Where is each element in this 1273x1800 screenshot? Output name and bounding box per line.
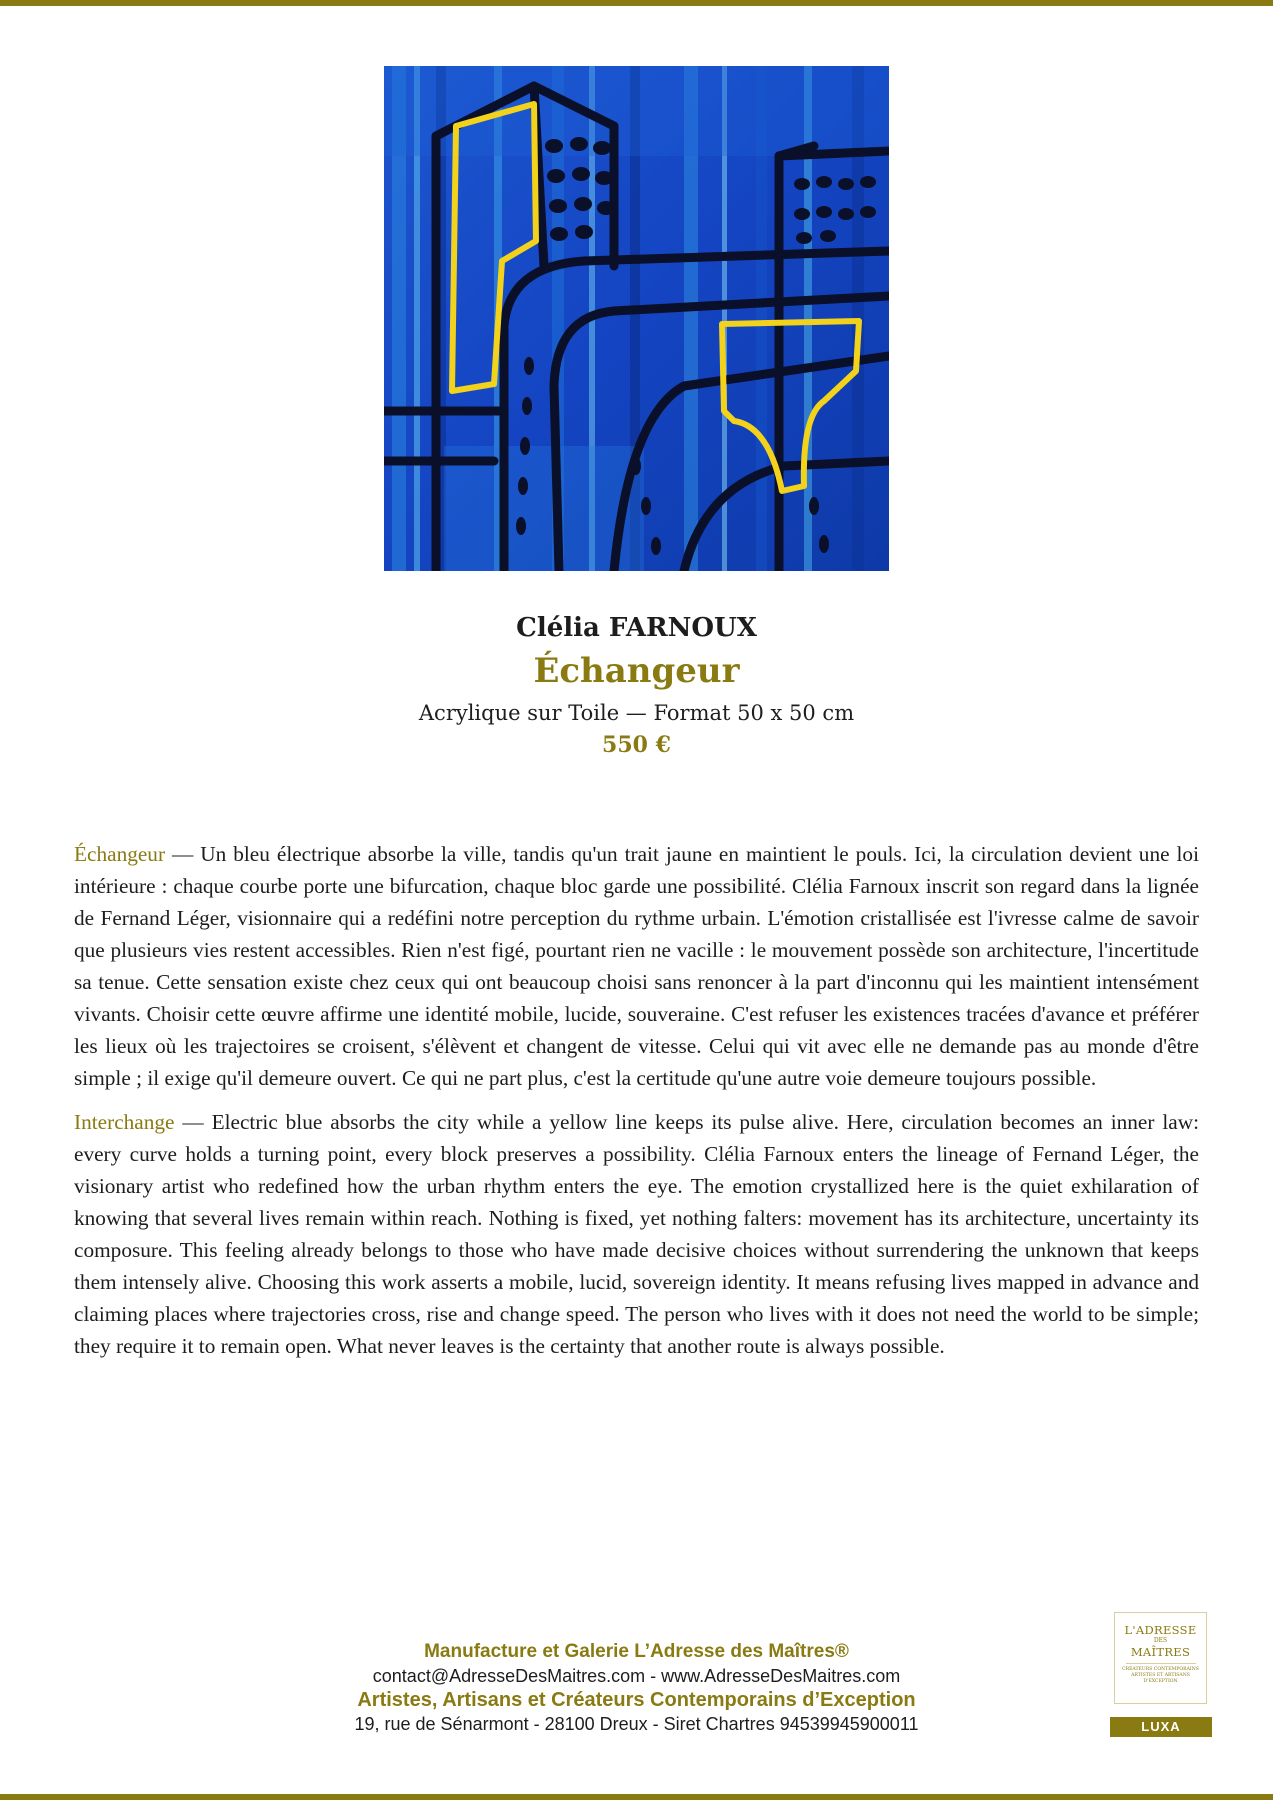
description-english-text: — Electric blue absorbs the city while a yellow line keeps its pulse alive. Here, circulation becomes an inner law: every curve holds a turning point, every block preserves a possibility. Clélia Farnoux enters the lineage of Fernand Léger, the visionary artist who redefined how the urban rhythm enters the eye. The emotion crystallized here is the quiet exhilaration of knowing that several lives remain within reach. Nothing is fixed, yet nothing falters: movement has its architecture, uncertainty its composure. This feeling already belongs to those who have made decisive choices without surrendering the unknown that keeps them intensely alive. Choosing this work asserts a mobile, lucid, sovereign identity. It means refusing lives mapped in advance and claiming places where trajectories cross, rise and change speed. The person who lives with it does not need the world to be simple; they require it to remain open. What never leaves is the certainty that another route is always possible. [74, 1110, 1199, 1358]
description-english [74, 1106, 1199, 1362]
logo-line-4: CRÉATEURS CONTEMPORAINS ARTISTES ET ARTISANS D'EXCEPTION [1122, 1667, 1199, 1684]
logo-line-1: L'ADRESSE [1124, 1623, 1197, 1637]
top-border [0, 0, 1273, 6]
description-french-lead: Échangeur [74, 842, 166, 866]
gallery-logo [1114, 1612, 1207, 1704]
bottom-border [0, 1794, 1273, 1800]
artwork-description [74, 838, 1199, 1374]
description-english-lead: Interchange [74, 1110, 175, 1134]
footer-contact: contact@AdresseDesMaitres.com - www.AdresseDesMaitres.com [372, 1666, 901, 1686]
description-french-text: — Un bleu électrique absorbe la ville, tandis qu'un trait jaune en maintient le pouls. Ici, la circulation devient une loi intérieure : chaque courbe porte une bifurcation, chaque bloc garde une possibilité. Clélia Farnoux inscrit son regard dans la lignée de Fernand Léger, visionnaire qui a redéfini notre perception du rythme urbain. L'émotion cristallisée est l'ivresse calme de savoir que plusieurs vies restent accessibles. Rien n'est figé, pourtant rien ne vacille : le mouvement possède son architecture, l'incertitude sa tenue. Cette sensation existe chez ceux qui ont beaucoup choisi sans renoncer à la part d'inconnu qui les maintient intensément vivants. Choisir cette œuvre affirme une identité mobile, lucide, souveraine. C'est refuser les existences tracées d'avance et préférer les lieux où les trajectoires se croisent, s'élèvent et changent de vitesse. Celui qui vit avec elle ne demande pas au monde d'être simple ; il exige qu'il demeure ouvert. Ce qui ne part plus, c'est la certitude qu'une autre voie demeure toujours possible. [74, 842, 1199, 1090]
description-french [74, 838, 1199, 1094]
artwork-medium: Acrylique sur Toile — Format 50 x 50 cm [418, 701, 855, 725]
artist-name: Clélia FARNOUX [516, 613, 757, 643]
footer [0, 1640, 1273, 1736]
artwork-price: 550 € [602, 732, 671, 758]
footer-gallery-name: Manufacture et Galerie L’Adresse des Maîtres® [424, 1641, 849, 1662]
luxa-badge: LUXA [1110, 1717, 1212, 1737]
artwork-title: Échangeur [533, 651, 740, 691]
artwork-header [0, 610, 1273, 760]
logo-line-3: MAÎTRES [1130, 1645, 1191, 1659]
artwork-image [384, 66, 889, 571]
logo-divider [1126, 1663, 1196, 1664]
footer-tagline: Artistes, Artisans et Créateurs Contemporains d’Exception [357, 1689, 916, 1711]
logo-line-2: DES [1153, 1637, 1168, 1644]
footer-address: 19, rue de Sénarmont - 28100 Dreux - Siret Chartres 94539945900011 [354, 1714, 919, 1734]
